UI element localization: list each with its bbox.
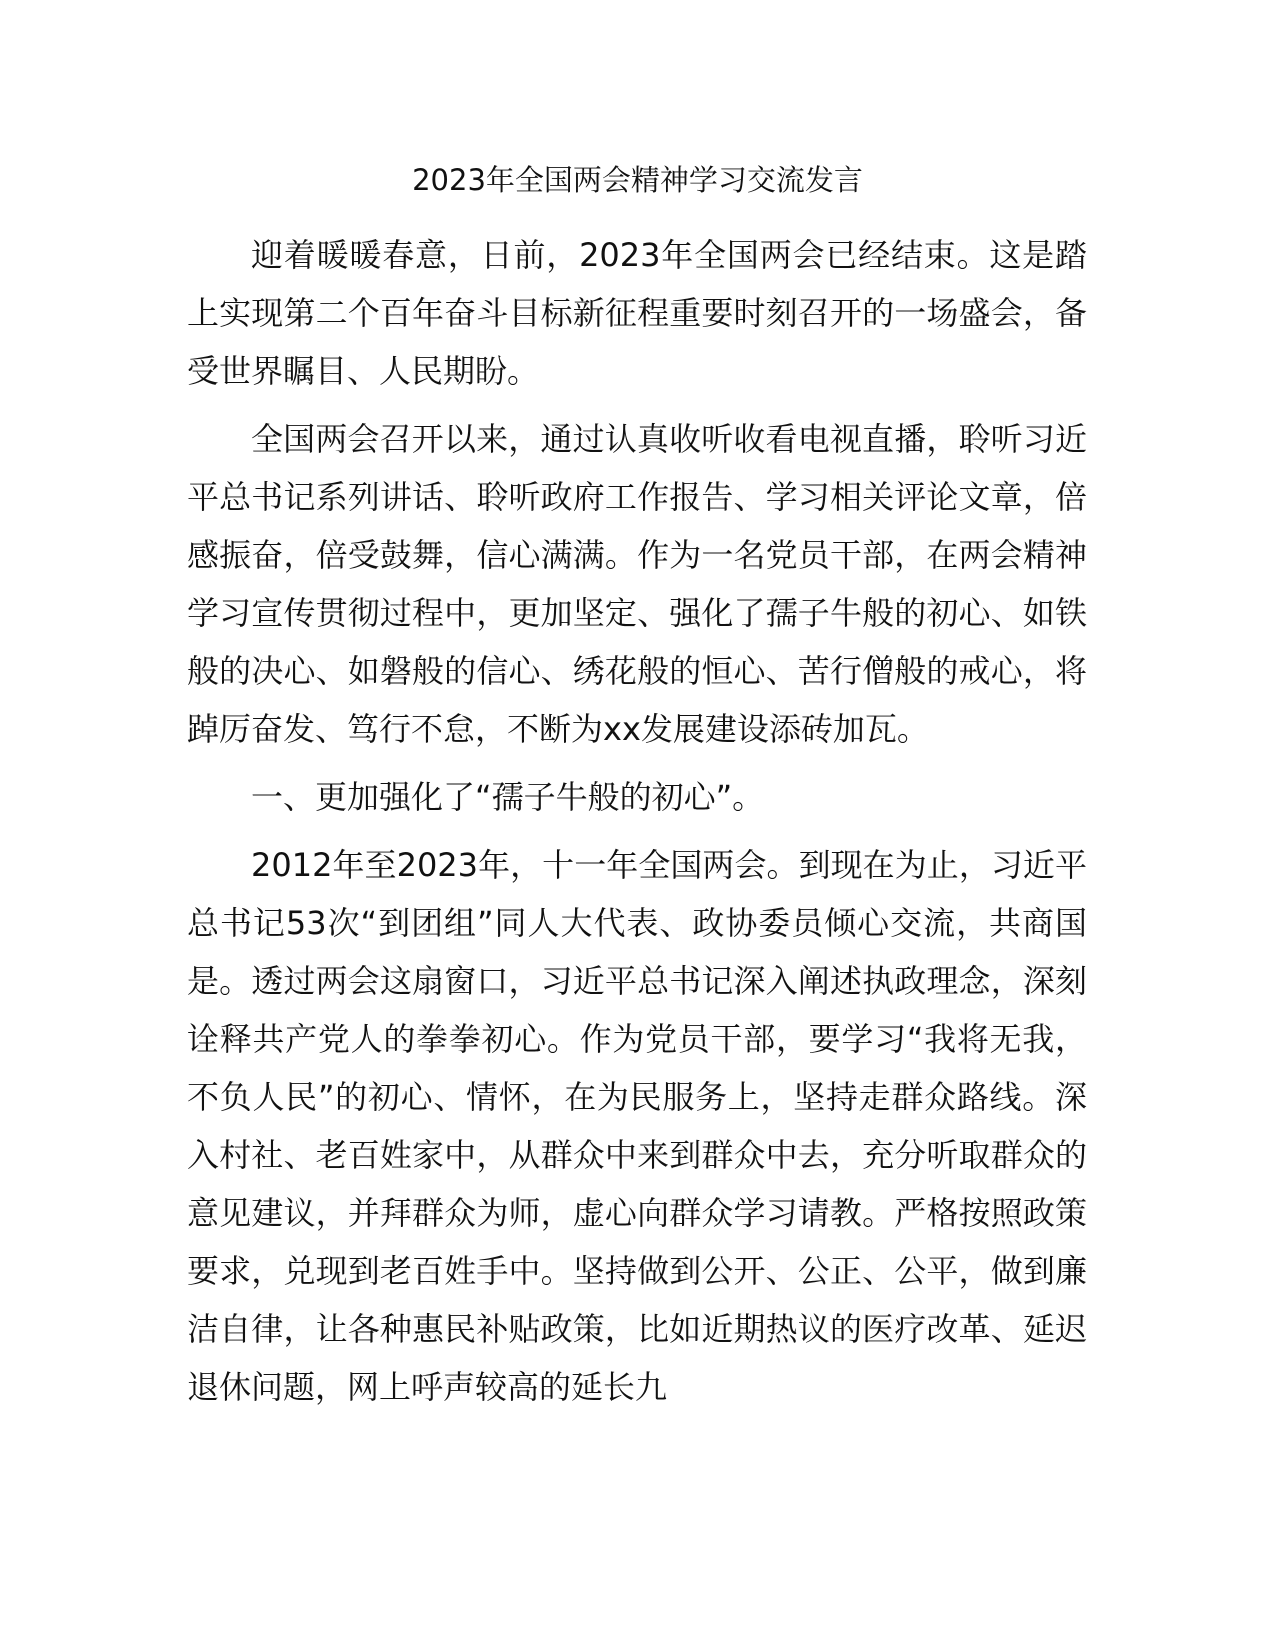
paragraph-section-1: 2012年至2023年，十一年全国两会。到现在为止，习近平总书记53次“到团组”同人大代表、政协委员倾心交流，共商国是。透过两会这扇窗口，习近平总书记深入阐述执政理念，深刻诠释共产党人的拳拳初心。作为党员干部，要学习“我将无我，不负人民”的初心、情怀，在为民服务上，坚持走群众路线。深入村社、老百姓家中，从群众中来到群众中去，充分听取群众的意见建议，并拜群众为师，虚心向群众学习请教。严格按照政策要求，兑现到老百姓手中。坚持做到公开、公正、公平，做到廉洁自律，让各种惠民补贴政策，比如近期热议的医疗改革、延迟退休问题，网上呼声较高的延长九 xyxy=(187,846,1087,1406)
paragraph-intro: 迎着暖暖春意，日前，2023年全国两会已经结束。这是踏上实现第二个百年奋斗目标新征程重要时刻召开的一场盛会，备受世界瞩目、人民期盼。 xyxy=(187,236,1087,390)
section-heading-1: 一、更加强化了“孺子牛般的初心”。 xyxy=(251,778,765,816)
document-body xyxy=(187,226,1087,1426)
paragraph-study: 全国两会召开以来，通过认真收听收看电视直播，聆听习近平总书记系列讲话、聆听政府工作报告、学习相关评论文章，倍感振奋，倍受鼓舞，信心满满。作为一名党员干部，在两会精神学习宣传贯彻过程中，更加坚定、强化了孺子牛般的初心、如铁般的决心、如磐般的信心、绣花般的恒心、苦行僧般的戒心，将踔厉奋发、笃行不怠，不断为xx发展建设添砖加瓦。 xyxy=(187,420,1087,748)
document-title: 2023年全国两会精神学习交流发言 xyxy=(412,163,863,197)
